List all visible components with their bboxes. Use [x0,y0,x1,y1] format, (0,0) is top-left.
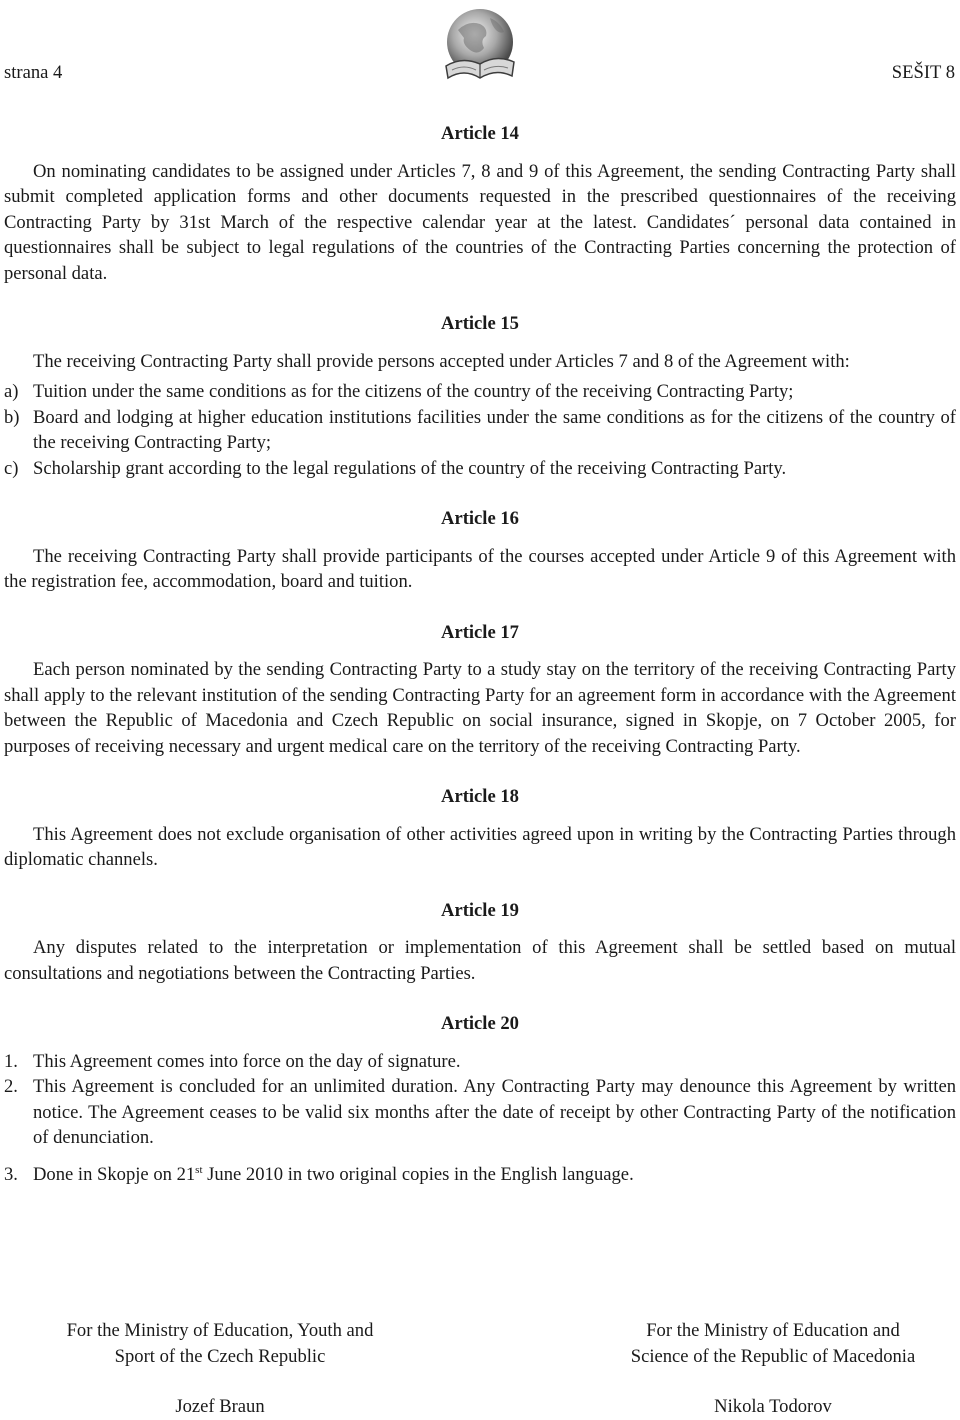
article-title: Article 17 [441,621,519,643]
list-marker: 3. [4,1163,18,1185]
article-title: Article 15 [441,313,519,334]
article-text: The receiving Contracting Party shall provide persons accepted under Articles 7 and 8 of the Agreement with: [33,350,850,372]
list-item [4,1049,956,1075]
article-17 [4,620,956,760]
signature-block-macedonia [568,1318,960,1420]
globe-book-icon [440,4,520,86]
article-list [4,1049,956,1188]
article-title: Article 14 [441,123,519,144]
list-item-text: Scholarship grant according to the legal regulations of the country of the receiving Contracting Party. [33,457,787,479]
list-item-text: Board and lodging at higher education institutions facilities under the same conditions as for the citizens of the country of the receiving Contracting Party; [33,406,956,453]
article-16 [4,506,956,595]
signature-ministry-line: Sport of the Czech Republic [114,1345,326,1367]
list-item [4,1074,956,1151]
article-20 [4,1011,956,1187]
list-marker: b) [4,406,20,428]
list-item-text: This Agreement is concluded for an unlimited duration. Any Contracting Party may denounce this Agreement by written notice. The Agreement ceases to be valid six months after the date of receipt by other Contracting Party of the notification of denunciation. [33,1076,956,1148]
ordinal-suffix: st [195,1163,203,1176]
article-19 [4,898,956,987]
document-body [4,121,956,1187]
article-list [4,379,956,481]
signatory-name: Nikola Todorov [714,1396,832,1417]
article-title: Article 16 [441,508,519,529]
article-text: Each person nominated by the sending Contracting Party to a study stay on the territory of the receiving Contracting Party shall apply to the relevant institution of the sending Contracting Party for an agreement form in accordance with the Agreement between the Republic of Macedonia and Czech Republic on social insurance, signed in Skopje, on 7 October 2005, for purposes of receiving necessary and urgent medical care on the territory of the receiving Contracting Party. [4,659,956,757]
list-item-text: June 2010 in two original copies in the English language. [202,1163,634,1185]
page-number: strana 4 [4,62,63,83]
list-item [4,456,956,482]
list-marker: a) [4,381,19,402]
list-item [4,405,956,456]
list-item [4,379,956,405]
signature-ministry-line: For the Ministry of Education and [646,1320,900,1341]
list-item [4,1162,956,1188]
article-text: Any disputes related to the interpretation or implementation of this Agreement shall be settled based on mutual consultations and negotiations between the Contracting Parties. [4,937,956,984]
journal-issue: SEŠIT 8 [891,62,955,83]
list-item-text: Tuition under the same conditions as for the citizens of the country of the receiving Contracting Party; [33,381,794,402]
signatory-name: Jozef Braun [175,1396,265,1417]
list-marker: 1. [4,1050,18,1072]
article-title: Article 18 [441,786,519,807]
signature-block-czech [30,1318,410,1420]
article-15 [4,311,956,481]
article-title: Article 20 [441,1013,519,1034]
article-text: The receiving Contracting Party shall provide participants of the courses accepted under Article 9 of this Agreement with the registration fee, accommodation, board and tuition. [4,545,956,592]
list-item-text: This Agreement comes into force on the day of signature. [33,1050,461,1072]
list-marker: c) [4,457,19,479]
list-item-text: Done in Skopje on 21 [33,1163,196,1185]
article-text: On nominating candidates to be assigned under Articles 7, 8 and 9 of this Agreement, the sending Contracting Party shall submit completed application forms and other documents requested in the prescribed questionnaires of the receiving Contracting Party by 31st March of the respective calendar year at the latest. Candidates´ personal data contained in questionnaires shall be subject to legal regulations of the countries of the Contracting Parties concerning the protection of personal data. [4,160,956,284]
article-18 [4,784,956,873]
article-text: This Agreement does not exclude organisation of other activities agreed upon in writing by the Contracting Parties through diplomatic channels. [4,823,956,870]
list-marker: 2. [4,1076,18,1097]
signature-ministry-line: Science of the Republic of Macedonia [630,1345,916,1367]
article-14 [4,121,956,286]
article-title: Article 19 [441,899,519,921]
signature-ministry-line: For the Ministry of Education, Youth and [66,1320,374,1341]
